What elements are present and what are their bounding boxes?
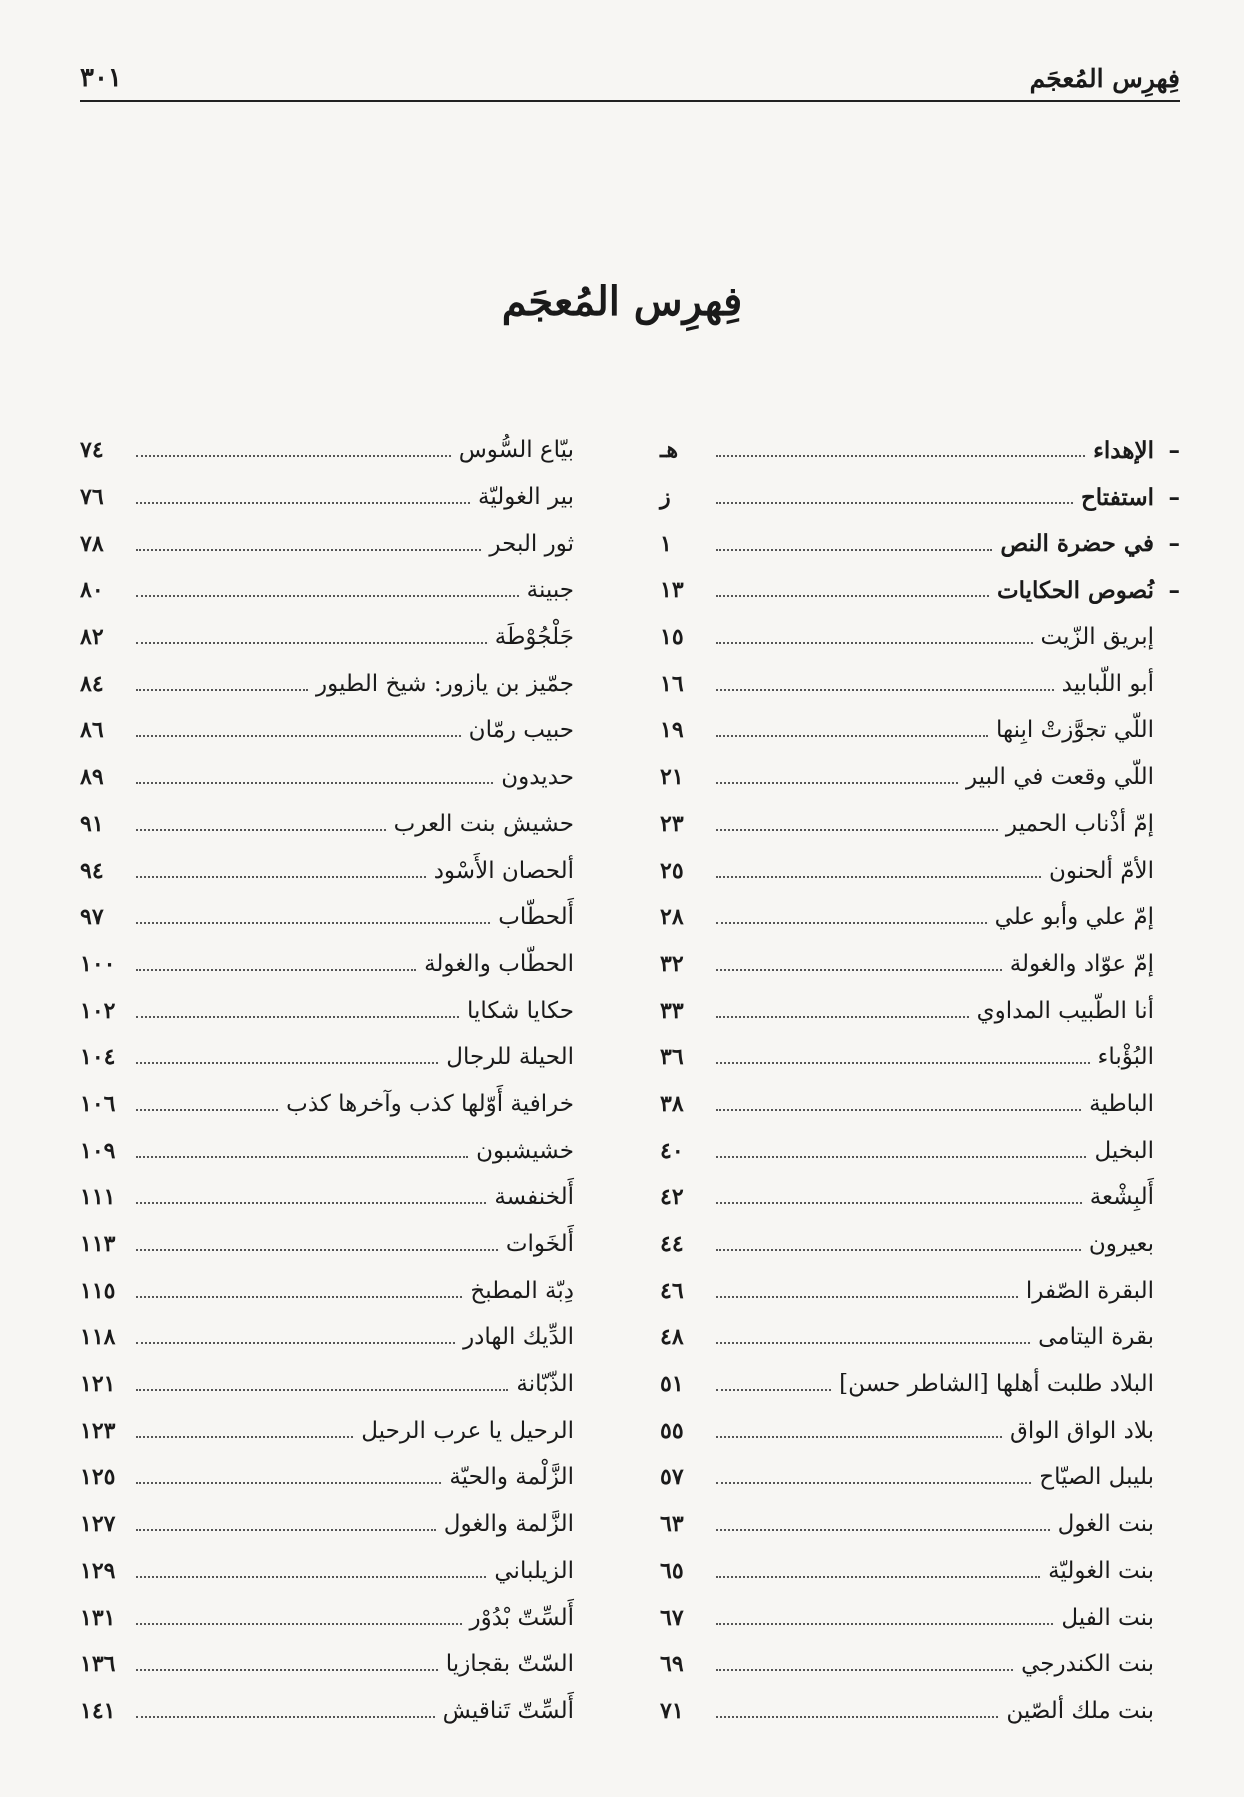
toc-entry bbox=[660, 1034, 1180, 1081]
dot-leader bbox=[716, 455, 1085, 457]
toc-entry bbox=[80, 567, 600, 614]
dot-leader bbox=[136, 1249, 498, 1251]
running-title: فِهرِس المُعجَم bbox=[1029, 63, 1180, 93]
toc-entry bbox=[660, 1174, 1180, 1221]
entry-page-number: ٥٧ bbox=[660, 1464, 684, 1491]
dot-leader bbox=[136, 642, 487, 644]
entry-title: أَلخنفسة bbox=[494, 1184, 574, 1211]
dot-leader bbox=[716, 1016, 969, 1018]
toc-entry bbox=[80, 707, 600, 754]
entry-page-number: ٨٦ bbox=[80, 717, 104, 744]
entry-title: البلاد طلبت أهلها [الشاطر حسن] bbox=[839, 1371, 1154, 1398]
entry-title: الزَّلْمة والحيّة bbox=[449, 1464, 574, 1491]
entry-title: خشيشبون bbox=[476, 1137, 574, 1164]
entry-title: البخيل bbox=[1094, 1137, 1154, 1164]
entry-title: الدِّيك الهادر bbox=[463, 1324, 574, 1351]
dot-leader bbox=[716, 1482, 1031, 1484]
entry-page-number: ١٢٧ bbox=[80, 1511, 116, 1538]
toc-entry bbox=[80, 1127, 600, 1174]
entry-title: أَلخَوات bbox=[505, 1231, 574, 1258]
entry-title: في حضرة النص bbox=[1000, 530, 1154, 558]
entry-title: بنت الغوليّة bbox=[1048, 1557, 1154, 1584]
entry-title: بعيرون bbox=[1088, 1231, 1154, 1258]
dot-leader bbox=[136, 876, 426, 878]
toc-entry bbox=[660, 1501, 1180, 1548]
dot-leader bbox=[716, 1529, 1050, 1531]
dot-leader bbox=[136, 549, 481, 551]
entry-title: أَلبِشْعة bbox=[1089, 1184, 1154, 1211]
dot-leader bbox=[716, 1062, 1090, 1064]
entry-title: بير الغوليّة bbox=[478, 484, 574, 511]
entry-page-number: ١٠٠ bbox=[80, 950, 116, 977]
toc-entry bbox=[660, 1548, 1180, 1595]
entry-page-number: ٣٣ bbox=[660, 997, 684, 1024]
dot-leader bbox=[716, 1623, 1053, 1625]
entry-title: الباطية bbox=[1089, 1090, 1154, 1117]
toc-entry bbox=[660, 1641, 1180, 1688]
entry-page-number: ١٦ bbox=[660, 670, 684, 697]
entry-title: بليبل الصيّاح bbox=[1039, 1464, 1154, 1491]
entry-page-number: ٤٤ bbox=[660, 1231, 684, 1258]
entry-page-number: ٥٥ bbox=[660, 1417, 684, 1444]
toc-entry bbox=[660, 1361, 1180, 1408]
entry-title: جبينة bbox=[526, 577, 574, 604]
entry-title: إمّ عوّاد والغولة bbox=[1009, 950, 1154, 977]
entry-title: الأمّ ألحنون bbox=[1048, 857, 1154, 884]
entry-title: إمّ علي وأبو علي bbox=[994, 904, 1154, 931]
dot-leader bbox=[716, 1576, 1040, 1578]
dot-leader bbox=[136, 1062, 438, 1064]
toc-entry bbox=[80, 427, 600, 474]
entry-title: السّتّ بقجازيا bbox=[445, 1651, 574, 1678]
entry-title: بنت الكندرجي bbox=[1021, 1651, 1154, 1678]
entry-page-number: ١٠٤ bbox=[80, 1044, 116, 1071]
toc-entry bbox=[660, 474, 1180, 521]
entry-page-number: ٦٩ bbox=[660, 1651, 684, 1678]
dot-leader bbox=[716, 1716, 998, 1718]
entry-page-number: ١٠٢ bbox=[80, 997, 116, 1024]
toc-entry bbox=[660, 567, 1180, 614]
entry-title: بيّاع السُّوس bbox=[458, 437, 574, 464]
toc-entry bbox=[660, 801, 1180, 848]
toc-entry bbox=[660, 520, 1180, 567]
entry-title: حشيش بنت العرب bbox=[393, 810, 574, 837]
dot-leader bbox=[716, 502, 1073, 504]
entry-page-number: ٢٨ bbox=[660, 904, 684, 931]
entry-title: بنت ملك ألصّين bbox=[1006, 1697, 1154, 1724]
toc-entry bbox=[80, 660, 600, 707]
toc-column-left bbox=[80, 427, 600, 1734]
entry-page-number: ٨٤ bbox=[80, 670, 104, 697]
toc-entry bbox=[80, 801, 600, 848]
entry-title: الرحيل يا عرب الرحيل bbox=[361, 1417, 574, 1444]
toc-entry bbox=[660, 1407, 1180, 1454]
toc-entry bbox=[80, 1548, 600, 1595]
entry-page-number: ٣٨ bbox=[660, 1090, 684, 1117]
entry-page-number: ٢١ bbox=[660, 764, 684, 791]
dot-leader bbox=[136, 1669, 438, 1671]
dot-leader bbox=[136, 1389, 508, 1391]
dot-leader bbox=[716, 969, 1002, 971]
entry-page-number: ٢٣ bbox=[660, 810, 684, 837]
entry-page-number: ١٢٣ bbox=[80, 1417, 116, 1444]
entry-title: البُؤْباء bbox=[1097, 1044, 1154, 1071]
entry-title: أَلسِّتّ بْدُوْر bbox=[469, 1604, 574, 1631]
dot-leader bbox=[716, 1436, 1002, 1438]
toc-entry bbox=[80, 754, 600, 801]
dot-leader bbox=[136, 1529, 436, 1531]
entry-title: الزَّلمة والغول bbox=[443, 1511, 574, 1538]
dot-leader bbox=[716, 1389, 831, 1391]
entry-page-number: ١٥ bbox=[660, 624, 684, 651]
toc-entry bbox=[80, 1314, 600, 1361]
entry-page-number: ٤٢ bbox=[660, 1184, 684, 1211]
entry-page-number: ٣٦ bbox=[660, 1044, 684, 1071]
dot-leader bbox=[136, 1202, 486, 1204]
dot-leader bbox=[716, 876, 1041, 878]
dot-leader bbox=[716, 1156, 1086, 1158]
entry-page-number: ١٣ bbox=[660, 577, 684, 604]
dot-leader bbox=[716, 1296, 1018, 1298]
entry-title: حبيب رمّان bbox=[468, 717, 574, 744]
dot-leader bbox=[136, 782, 493, 784]
dot-leader bbox=[136, 689, 308, 691]
dot-leader bbox=[136, 1016, 459, 1018]
entry-title: اللّي وقعت في البير bbox=[965, 764, 1154, 791]
dot-leader bbox=[716, 642, 1033, 644]
entry-page-number: ٤٦ bbox=[660, 1277, 684, 1304]
toc-entry bbox=[80, 847, 600, 894]
toc-entry bbox=[80, 1407, 600, 1454]
entry-title: حكايا شكايا bbox=[466, 997, 574, 1024]
dot-leader bbox=[136, 1342, 455, 1344]
toc-entry bbox=[80, 474, 600, 521]
toc-entry bbox=[660, 754, 1180, 801]
entry-dash: – bbox=[1168, 436, 1180, 464]
entry-title: إمّ أذْناب الحمير bbox=[1005, 810, 1154, 837]
dot-leader bbox=[716, 1669, 1013, 1671]
dot-leader bbox=[716, 1202, 1082, 1204]
toc-entry bbox=[80, 1688, 600, 1735]
entry-page-number: ٤٨ bbox=[660, 1324, 684, 1351]
dot-leader bbox=[716, 595, 989, 597]
toc-entry bbox=[660, 614, 1180, 661]
entry-page-number: ١١٥ bbox=[80, 1277, 116, 1304]
entry-dash: – bbox=[1168, 530, 1180, 558]
dot-leader bbox=[716, 549, 992, 551]
dot-leader bbox=[136, 1296, 462, 1298]
toc-entry bbox=[660, 847, 1180, 894]
entry-title: نُصوص الحكايات bbox=[996, 576, 1154, 604]
toc-entry bbox=[80, 1267, 600, 1314]
entry-page-number: ١٣١ bbox=[80, 1604, 116, 1631]
entry-page-number: ١٤١ bbox=[80, 1697, 116, 1724]
entry-title: الحيلة للرجال bbox=[446, 1044, 574, 1071]
entry-dash: – bbox=[1168, 483, 1180, 511]
entry-page-number: ١١٨ bbox=[80, 1324, 116, 1351]
toc-entry bbox=[80, 1361, 600, 1408]
entry-title: دِبّة المطبخ bbox=[470, 1277, 574, 1304]
entry-page-number: ١ bbox=[660, 530, 672, 557]
toc-entry bbox=[80, 987, 600, 1034]
entry-title: اللّي تجوَّزتْ ابِنها bbox=[995, 717, 1154, 744]
dot-leader bbox=[716, 922, 987, 924]
entry-page-number: ٤٠ bbox=[660, 1137, 684, 1164]
entry-page-number: ٧٤ bbox=[80, 437, 104, 464]
dot-leader bbox=[136, 1716, 435, 1718]
entry-title: بقرة اليتامى bbox=[1038, 1324, 1154, 1351]
entry-page-number: ١٣٦ bbox=[80, 1651, 116, 1678]
page-number: ٣٠١ bbox=[80, 63, 122, 93]
entry-title: جمّيز بن يازور: شيخ الطيور bbox=[315, 670, 574, 697]
entry-page-number: ٩١ bbox=[80, 810, 104, 837]
entry-title: الزيلباني bbox=[494, 1557, 574, 1584]
dot-leader bbox=[716, 1249, 1081, 1251]
dot-leader bbox=[716, 829, 998, 831]
dot-leader bbox=[716, 1342, 1030, 1344]
dot-leader bbox=[136, 969, 416, 971]
entry-title: جَلْجُوْطَة bbox=[494, 624, 574, 651]
toc-entry bbox=[80, 1641, 600, 1688]
entry-title: الحطّاب والغولة bbox=[424, 950, 574, 977]
entry-page-number: ١٩ bbox=[660, 717, 684, 744]
dot-leader bbox=[136, 829, 386, 831]
dot-leader bbox=[716, 735, 988, 737]
dot-leader bbox=[136, 502, 470, 504]
toc-entry bbox=[80, 1594, 600, 1641]
entry-page-number: ١٠٩ bbox=[80, 1137, 116, 1164]
entry-title: أَلسِّتّ تَناقيش bbox=[442, 1697, 574, 1724]
entry-page-number: ٨٩ bbox=[80, 764, 104, 791]
entry-title: بنت الغول bbox=[1057, 1511, 1154, 1538]
dot-leader bbox=[136, 1482, 441, 1484]
entry-title: أَلحطّاب bbox=[498, 904, 574, 931]
dot-leader bbox=[136, 922, 490, 924]
entry-title: أنا الطّبيب المداوي bbox=[976, 997, 1154, 1024]
toc-entry bbox=[80, 1174, 600, 1221]
toc-entry bbox=[660, 1221, 1180, 1268]
toc-entry bbox=[80, 1034, 600, 1081]
toc-entry bbox=[80, 1454, 600, 1501]
entry-page-number: ٩٧ bbox=[80, 904, 104, 931]
entry-page-number: ز bbox=[660, 484, 671, 511]
dot-leader bbox=[136, 1623, 462, 1625]
page-header bbox=[80, 56, 1180, 102]
toc-entry bbox=[660, 1314, 1180, 1361]
entry-page-number: ٣٢ bbox=[660, 950, 684, 977]
toc-entry bbox=[80, 1501, 600, 1548]
entry-page-number: ١١٣ bbox=[80, 1231, 116, 1258]
entry-page-number: ١١١ bbox=[80, 1184, 116, 1211]
page-title: فِهرِس المُعجَم bbox=[501, 278, 743, 325]
entry-title: إبريق الزّيت bbox=[1040, 624, 1154, 651]
entry-title: بلاد الواق الواق bbox=[1009, 1417, 1154, 1444]
dot-leader bbox=[136, 1156, 468, 1158]
entry-page-number: ٨٢ bbox=[80, 624, 104, 651]
entry-page-number: ١٢٩ bbox=[80, 1557, 116, 1584]
entry-page-number: ٦٣ bbox=[660, 1511, 684, 1538]
entry-page-number: ١٠٦ bbox=[80, 1090, 116, 1117]
toc-column-right bbox=[660, 427, 1180, 1734]
entry-title: البقرة الصّفرا bbox=[1025, 1277, 1154, 1304]
entry-title: ثور البحر bbox=[489, 530, 574, 557]
entry-title: حديدون bbox=[501, 764, 574, 791]
entry-title: ألحصان الأَسْود bbox=[433, 857, 574, 884]
dot-leader bbox=[136, 1436, 353, 1438]
toc-entry bbox=[660, 660, 1180, 707]
entry-title: استفتاح bbox=[1080, 483, 1154, 511]
toc-entry bbox=[660, 987, 1180, 1034]
toc-entry bbox=[80, 1081, 600, 1128]
toc-entry bbox=[660, 941, 1180, 988]
entry-page-number: هـ bbox=[660, 437, 679, 464]
entry-page-number: ٧٨ bbox=[80, 530, 104, 557]
entry-title: الإهداء bbox=[1093, 436, 1154, 464]
entry-page-number: ٦٧ bbox=[660, 1604, 684, 1631]
toc-entry bbox=[80, 1221, 600, 1268]
entry-title: خرافية أَوّلها كذب وآخرها كذب bbox=[286, 1090, 574, 1117]
dot-leader bbox=[136, 595, 519, 597]
toc-entry bbox=[660, 1127, 1180, 1174]
dot-leader bbox=[136, 1109, 278, 1111]
entry-page-number: ١٢١ bbox=[80, 1371, 116, 1398]
entry-title: الذّبّانة bbox=[516, 1371, 574, 1398]
entry-title: أبو اللّبابيد bbox=[1061, 670, 1154, 697]
entry-page-number: ٧٦ bbox=[80, 484, 104, 511]
entry-title: بنت الفيل bbox=[1061, 1604, 1154, 1631]
toc-entry bbox=[660, 1081, 1180, 1128]
toc-entry bbox=[660, 707, 1180, 754]
toc-entry bbox=[660, 1594, 1180, 1641]
toc-entry bbox=[80, 520, 600, 567]
entry-page-number: ٧١ bbox=[660, 1697, 684, 1724]
toc-entry bbox=[660, 1688, 1180, 1735]
toc-entry bbox=[660, 1267, 1180, 1314]
dot-leader bbox=[136, 1576, 486, 1578]
entry-dash: – bbox=[1168, 576, 1180, 604]
toc-entry bbox=[660, 427, 1180, 474]
entry-page-number: ١٢٥ bbox=[80, 1464, 116, 1491]
toc-entry bbox=[80, 614, 600, 661]
entry-page-number: ٢٥ bbox=[660, 857, 684, 884]
entry-page-number: ٨٠ bbox=[80, 577, 104, 604]
table-of-contents bbox=[80, 427, 1180, 1734]
toc-entry bbox=[80, 941, 600, 988]
toc-entry bbox=[660, 894, 1180, 941]
entry-page-number: ٩٤ bbox=[80, 857, 104, 884]
dot-leader bbox=[136, 735, 461, 737]
dot-leader bbox=[716, 1109, 1081, 1111]
dot-leader bbox=[716, 689, 1054, 691]
dot-leader bbox=[716, 782, 958, 784]
dot-leader bbox=[136, 455, 451, 457]
entry-page-number: ٥١ bbox=[660, 1371, 684, 1398]
toc-entry bbox=[80, 894, 600, 941]
entry-page-number: ٦٥ bbox=[660, 1557, 684, 1584]
toc-entry bbox=[660, 1454, 1180, 1501]
